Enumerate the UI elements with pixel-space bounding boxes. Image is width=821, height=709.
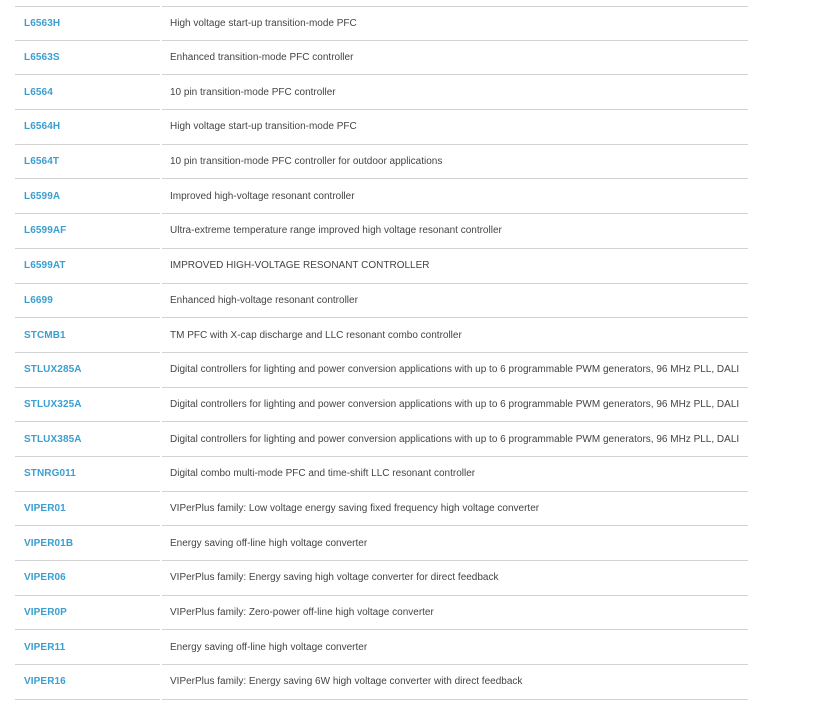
- part-number-link[interactable]: VIPER16: [24, 676, 66, 688]
- description-cell: [162, 526, 748, 561]
- table-row: [15, 665, 748, 700]
- part-description: Enhanced transition-mode PFC controller: [170, 52, 354, 64]
- part-number-link[interactable]: VIPER0P: [24, 607, 67, 619]
- table-row: [15, 249, 748, 284]
- part-cell: [15, 596, 160, 631]
- table-row: [15, 596, 748, 631]
- part-number-link[interactable]: VIPER01: [24, 502, 66, 514]
- part-cell: [15, 630, 160, 665]
- part-description: Digital controllers for lighting and power conversion applications with up to 6 programmable PWM generators, 96 MHz PLL, DALI: [170, 433, 740, 445]
- part-number-link[interactable]: L6599AT: [24, 260, 66, 272]
- part-cell: [15, 388, 160, 423]
- part-description: Digital combo multi-mode PFC and time-shift LLC resonant controller: [170, 468, 476, 480]
- part-number-link[interactable]: STLUX325A: [24, 398, 82, 410]
- part-cell: [15, 526, 160, 561]
- description-cell: [162, 353, 748, 388]
- part-number-link[interactable]: VIPER06: [24, 572, 66, 584]
- part-cell: [15, 110, 160, 145]
- description-cell: [162, 492, 748, 527]
- part-cell: [15, 284, 160, 319]
- part-cell: [15, 145, 160, 180]
- part-cell: [15, 353, 160, 388]
- part-description: 10 pin transition-mode PFC controller: [170, 86, 336, 98]
- description-cell: [162, 214, 748, 249]
- description-cell: [162, 41, 748, 76]
- description-cell: [162, 422, 748, 457]
- table-row: [15, 284, 748, 319]
- table-row: [15, 318, 748, 353]
- part-description: VIPerPlus family: Energy saving 6W high voltage converter with direct feedback: [170, 676, 523, 688]
- description-cell: [162, 596, 748, 631]
- description-cell: [162, 6, 748, 41]
- part-number-link[interactable]: L6563S: [24, 52, 60, 64]
- part-cell: [15, 75, 160, 110]
- part-number-link[interactable]: L6599AF: [24, 225, 67, 237]
- description-cell: [162, 249, 748, 284]
- description-cell: [162, 388, 748, 423]
- part-description: Ultra-extreme temperature range improved high voltage resonant controller: [170, 225, 502, 237]
- part-cell: [15, 214, 160, 249]
- part-number-link[interactable]: L6563H: [24, 17, 61, 29]
- part-cell: [15, 41, 160, 76]
- product-table: [15, 6, 748, 700]
- description-cell: [162, 665, 748, 700]
- part-description: 10 pin transition-mode PFC controller for outdoor applications: [170, 156, 443, 168]
- part-number-link[interactable]: STLUX285A: [24, 364, 82, 376]
- part-description: Digital controllers for lighting and power conversion applications with up to 6 programmable PWM generators, 96 MHz PLL, DALI: [170, 364, 740, 376]
- part-number-link[interactable]: L6564T: [24, 156, 60, 168]
- table-row: [15, 41, 748, 76]
- description-cell: [162, 318, 748, 353]
- table-row: [15, 422, 748, 457]
- description-cell: [162, 457, 748, 492]
- table-row: [15, 526, 748, 561]
- part-cell: [15, 6, 160, 41]
- description-cell: [162, 179, 748, 214]
- part-description: TM PFC with X-cap discharge and LLC resonant combo controller: [170, 329, 462, 341]
- description-cell: [162, 75, 748, 110]
- table-row: [15, 457, 748, 492]
- part-description: Improved high-voltage resonant controller: [170, 190, 355, 202]
- part-description: VIPerPlus family: Low voltage energy saving fixed frequency high voltage converter: [170, 502, 540, 514]
- part-cell: [15, 249, 160, 284]
- table-row: [15, 179, 748, 214]
- part-description: VIPerPlus family: Zero-power off-line high voltage converter: [170, 607, 434, 619]
- table-row: [15, 630, 748, 665]
- table-row: [15, 75, 748, 110]
- description-cell: [162, 145, 748, 180]
- table-row: [15, 214, 748, 249]
- part-number-link[interactable]: L6599A: [24, 190, 61, 202]
- table-row: [15, 492, 748, 527]
- part-number-link[interactable]: STNRG011: [24, 468, 76, 480]
- part-cell: [15, 422, 160, 457]
- description-cell: [162, 284, 748, 319]
- part-description: Digital controllers for lighting and power conversion applications with up to 6 programmable PWM generators, 96 MHz PLL, DALI: [170, 398, 740, 410]
- part-number-link[interactable]: L6564H: [24, 121, 61, 133]
- table-row: [15, 110, 748, 145]
- table-row: [15, 6, 748, 41]
- part-description: Energy saving off-line high voltage converter: [170, 641, 368, 653]
- part-number-link[interactable]: STLUX385A: [24, 433, 82, 445]
- description-cell: [162, 630, 748, 665]
- description-cell: [162, 561, 748, 596]
- description-cell: [162, 110, 748, 145]
- part-description: VIPerPlus family: Energy saving high voltage converter for direct feedback: [170, 572, 499, 584]
- part-description: IMPROVED HIGH-VOLTAGE RESONANT CONTROLLER: [170, 260, 430, 272]
- part-cell: [15, 561, 160, 596]
- part-cell: [15, 492, 160, 527]
- part-number-link[interactable]: L6699: [24, 294, 53, 306]
- part-cell: [15, 457, 160, 492]
- part-description: Enhanced high-voltage resonant controller: [170, 294, 358, 306]
- part-number-link[interactable]: STCMB1: [24, 329, 66, 341]
- table-row: [15, 388, 748, 423]
- part-description: High voltage start-up transition-mode PFC: [170, 121, 357, 133]
- table-row: [15, 561, 748, 596]
- part-number-link[interactable]: L6564: [24, 86, 53, 98]
- part-cell: [15, 318, 160, 353]
- table-row: [15, 145, 748, 180]
- part-cell: [15, 665, 160, 700]
- part-description: Energy saving off-line high voltage converter: [170, 537, 368, 549]
- part-cell: [15, 179, 160, 214]
- part-number-link[interactable]: VIPER11: [24, 641, 66, 653]
- part-description: High voltage start-up transition-mode PFC: [170, 17, 357, 29]
- table-row: [15, 353, 748, 388]
- part-number-link[interactable]: VIPER01B: [24, 537, 74, 549]
